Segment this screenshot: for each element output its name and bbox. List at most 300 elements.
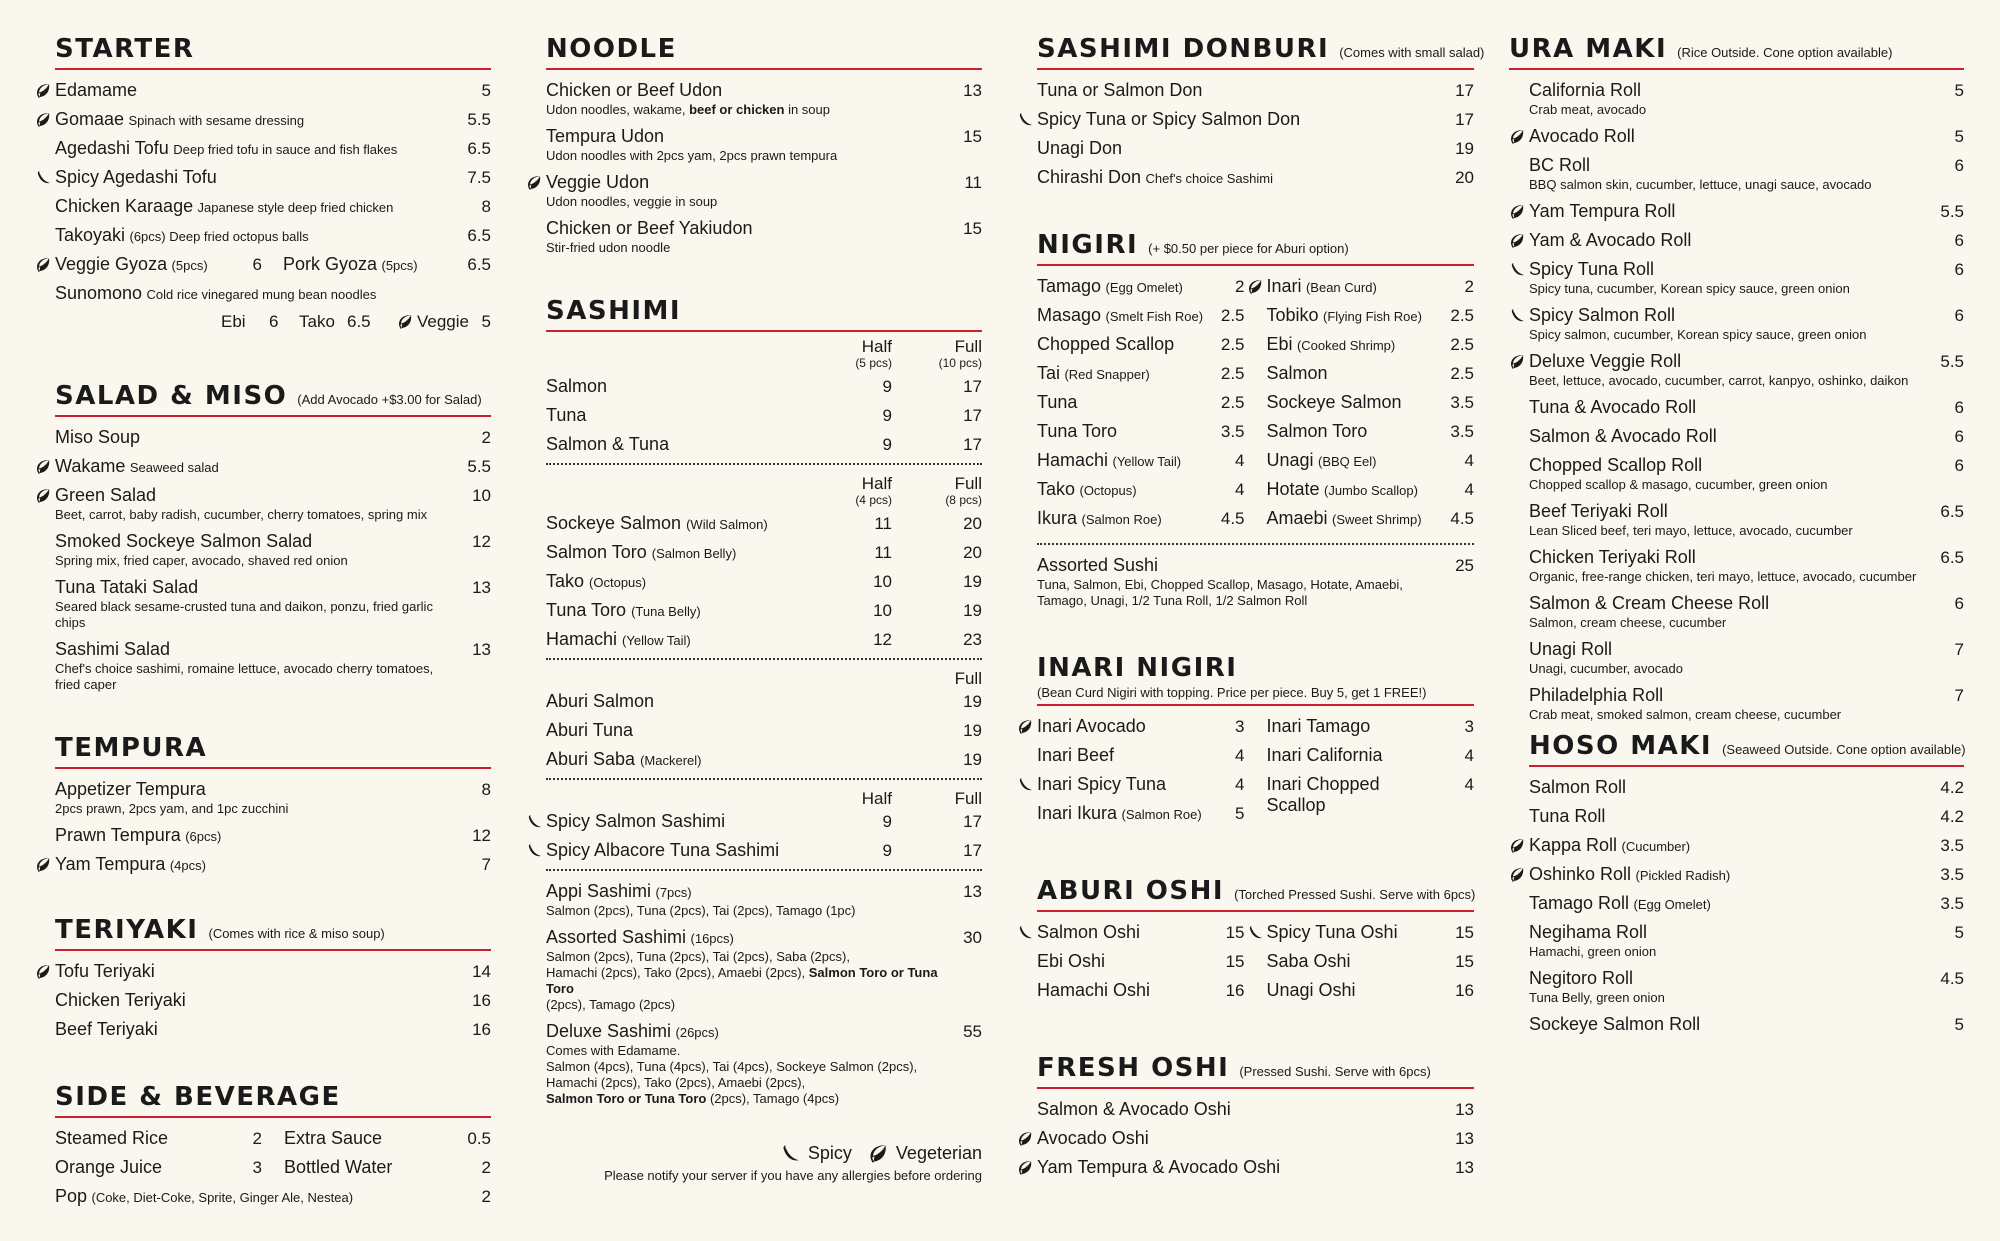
item-label bbox=[1037, 922, 1140, 943]
item-row bbox=[1529, 126, 1964, 147]
item-row bbox=[1037, 951, 1245, 972]
half-price: 10 bbox=[873, 601, 892, 620]
header-label: Full bbox=[954, 669, 982, 688]
item-label bbox=[546, 840, 802, 861]
item-row bbox=[55, 427, 491, 448]
assorted-sashimi bbox=[546, 927, 982, 1013]
item-label bbox=[1267, 951, 1351, 972]
item-row bbox=[1529, 501, 1964, 522]
item-row bbox=[1037, 1099, 1474, 1120]
item-price: 2 bbox=[481, 1187, 491, 1206]
desc-bold: Salmon Toro or Tuna Toro bbox=[546, 1091, 707, 1106]
item-note: (6pcs) Deep fried octopus balls bbox=[129, 229, 309, 244]
item-label bbox=[1037, 951, 1105, 972]
fresh-list bbox=[1037, 1099, 1474, 1178]
chili-icon bbox=[780, 1144, 800, 1164]
item-price: 8 bbox=[481, 197, 491, 216]
item-label bbox=[1529, 426, 1717, 447]
pop-item bbox=[55, 1186, 491, 1207]
item-price: 16 bbox=[472, 991, 491, 1010]
header-label: Half bbox=[861, 337, 892, 356]
item-row bbox=[55, 80, 491, 101]
menu-item bbox=[1529, 426, 1964, 447]
item-label bbox=[546, 720, 892, 741]
menu-item bbox=[55, 854, 491, 875]
item-price: 2.5 bbox=[1220, 335, 1245, 354]
item-label bbox=[55, 427, 140, 448]
item-price: 5 bbox=[1954, 81, 1964, 100]
item-price: 4 bbox=[1464, 451, 1474, 470]
item-price: 2.5 bbox=[1220, 364, 1245, 383]
item-desc: 2pcs prawn, 2pcs yam, and 1pc zucchini bbox=[55, 801, 289, 816]
side-item bbox=[55, 1128, 262, 1149]
item-price: 0.5 bbox=[467, 1129, 491, 1148]
item-price: 12 bbox=[472, 826, 491, 845]
item-note: (Smelt Fish Roe) bbox=[1105, 309, 1204, 324]
menu-item bbox=[1267, 951, 1475, 972]
section-header bbox=[55, 381, 491, 417]
item-desc: Salmon, cream cheese, cucumber bbox=[1529, 615, 1727, 630]
item-row bbox=[55, 196, 491, 217]
item-label bbox=[546, 749, 892, 770]
item-row bbox=[546, 218, 982, 239]
item-name: Tuna bbox=[546, 405, 587, 425]
item-row bbox=[1267, 450, 1475, 471]
item-price: 3.5 bbox=[1450, 422, 1474, 441]
leaf-icon bbox=[35, 857, 51, 873]
item-row bbox=[1267, 392, 1475, 413]
item-name: Wakame bbox=[55, 456, 126, 476]
item-row bbox=[55, 109, 491, 130]
chili-icon bbox=[526, 843, 542, 859]
item-note: (Mackerel) bbox=[640, 753, 702, 768]
item-label bbox=[1529, 80, 1641, 101]
side-item bbox=[55, 1157, 262, 1178]
section-title: SASHIMI DONBURI bbox=[1037, 34, 1330, 64]
item-name: Chirashi Don bbox=[1037, 167, 1142, 187]
sashimi-item bbox=[546, 720, 982, 741]
item-label bbox=[1529, 351, 1681, 372]
item-note: (Pickled Radish) bbox=[1635, 868, 1731, 883]
header-label: Full bbox=[954, 337, 982, 356]
noodle-section bbox=[546, 34, 982, 256]
item-name: Tuna Tataki Salad bbox=[55, 577, 199, 597]
item-label bbox=[1529, 305, 1675, 326]
full-price: 20 bbox=[963, 543, 982, 562]
inari-right bbox=[1267, 716, 1475, 832]
item-name: Salmon bbox=[1266, 363, 1328, 383]
starter-section bbox=[55, 34, 491, 333]
inari-left bbox=[1037, 716, 1245, 832]
menu-column-1 bbox=[55, 34, 491, 1241]
item-note: Japanese style deep fried chicken bbox=[197, 200, 394, 215]
full-price: 19 bbox=[963, 750, 982, 769]
item-price: 5 bbox=[1954, 127, 1964, 146]
item-label bbox=[1037, 109, 1300, 130]
item-row bbox=[1037, 803, 1245, 824]
menu-item bbox=[1037, 745, 1245, 766]
item-price: 6 bbox=[1954, 231, 1964, 250]
item-note: (Salmon Belly) bbox=[651, 546, 737, 561]
item-price: 3 bbox=[252, 1158, 262, 1177]
item-label bbox=[1037, 138, 1122, 159]
item-price: 16 bbox=[1455, 981, 1474, 1000]
item-row bbox=[1037, 334, 1245, 355]
item-label bbox=[1037, 479, 1137, 500]
item-desc: Tuna Belly, green onion bbox=[1529, 990, 1665, 1005]
item-desc: Beet, carrot, baby radish, cucumber, cherry tomatoes, spring mix bbox=[55, 507, 428, 522]
header-label: Full bbox=[954, 474, 982, 493]
item-price: 4 bbox=[1464, 480, 1474, 499]
sashimi-item bbox=[546, 840, 982, 861]
item-row bbox=[1037, 305, 1245, 326]
menu-item bbox=[55, 639, 491, 693]
item-price: 6.5 bbox=[467, 226, 491, 245]
fresh-section bbox=[1037, 1053, 1474, 1178]
item-price: 4 bbox=[1464, 746, 1474, 765]
item-label bbox=[1529, 777, 1626, 798]
item-name: Tuna Roll bbox=[1529, 806, 1606, 826]
item-price: 6.5 bbox=[1940, 548, 1964, 567]
item-label bbox=[1037, 421, 1117, 442]
sunomono-tako: Tako bbox=[299, 312, 335, 331]
item-note: (Yellow Tail) bbox=[622, 633, 691, 648]
desc-text: Hamachi (2pcs), Tako (2pcs), Amaebi (2pcs), bbox=[546, 965, 809, 980]
menu-item bbox=[1529, 806, 1964, 827]
item-note: (Yellow Tail) bbox=[1112, 454, 1182, 469]
aburi-right bbox=[1267, 922, 1475, 1009]
menu-item bbox=[55, 80, 491, 101]
item-row bbox=[1529, 864, 1964, 885]
section-title: INARI NIGIRI bbox=[1037, 653, 1238, 683]
item-price: 6 bbox=[1954, 398, 1964, 417]
item-price: 3.5 bbox=[1940, 865, 1964, 884]
section-header bbox=[1037, 34, 1485, 70]
section-header bbox=[55, 915, 491, 951]
item-price: 4.5 bbox=[1450, 509, 1474, 528]
menu-item bbox=[1037, 1157, 1474, 1178]
item-price: 3.5 bbox=[1220, 422, 1245, 441]
item-note: (Cucumber) bbox=[1621, 839, 1691, 854]
item-label bbox=[1267, 922, 1398, 943]
item-name: Unagi bbox=[1266, 450, 1314, 470]
item-desc: Spicy tuna, cucumber, Korean spicy sauce, green onion bbox=[1529, 281, 1850, 296]
menu-item bbox=[1267, 334, 1475, 355]
item-label bbox=[1529, 864, 1730, 885]
donburi-list bbox=[1037, 80, 1474, 188]
desc-line: Hamachi (2pcs), Tako (2pcs), Amaebi (2pcs), bbox=[546, 1075, 806, 1090]
item-note: (Bean Curd) bbox=[1305, 280, 1377, 295]
item-note: (BBQ Eel) bbox=[1317, 454, 1377, 469]
item-label bbox=[1267, 392, 1402, 413]
item-name: Spicy Agedashi Tofu bbox=[55, 167, 217, 187]
item-name: Salmon Toro bbox=[1266, 421, 1368, 441]
salad-list bbox=[55, 427, 491, 693]
item-label bbox=[55, 825, 221, 846]
item-name: Miso Soup bbox=[55, 427, 141, 447]
item-price: 6.5 bbox=[467, 139, 491, 158]
item-price: 16 bbox=[1225, 981, 1245, 1000]
item-name: Spicy Albacore Tuna Sashimi bbox=[546, 840, 780, 860]
item-name: Veggie Gyoza bbox=[55, 254, 168, 274]
full-price: 23 bbox=[963, 630, 982, 649]
item-name: Pop bbox=[55, 1186, 88, 1206]
chili-icon bbox=[1017, 925, 1033, 941]
item-name: Pork Gyoza bbox=[283, 254, 378, 274]
menu-item bbox=[1037, 334, 1245, 355]
leaf-icon bbox=[397, 314, 417, 335]
noodle-list bbox=[546, 80, 982, 256]
item-label bbox=[55, 167, 217, 188]
price-header bbox=[546, 338, 982, 372]
header-label: Half bbox=[861, 474, 892, 493]
leaf-icon bbox=[35, 459, 51, 475]
side-row bbox=[55, 1128, 491, 1149]
item-row bbox=[1529, 593, 1964, 614]
menu-item bbox=[1267, 716, 1475, 737]
sashimi-item bbox=[546, 811, 982, 832]
item-label bbox=[1037, 167, 1273, 188]
menu-item bbox=[1529, 639, 1964, 677]
aburi-grid bbox=[1037, 922, 1474, 1009]
item-price: 6 bbox=[1954, 456, 1964, 475]
item-price: 5.5 bbox=[467, 457, 491, 476]
menu-item bbox=[1037, 716, 1245, 737]
item-note: (Salmon Roe) bbox=[1121, 807, 1202, 822]
item-row bbox=[1267, 774, 1475, 816]
item-price: 6 bbox=[1954, 427, 1964, 446]
item-name: Hotate bbox=[1266, 479, 1320, 499]
legend-spicy bbox=[780, 1143, 852, 1164]
item-row bbox=[1037, 167, 1474, 188]
item-name: Tako bbox=[546, 571, 585, 591]
item-row bbox=[1037, 276, 1245, 297]
menu-item bbox=[1529, 259, 1964, 297]
leaf-icon bbox=[526, 175, 542, 191]
sashimi-group-4 bbox=[546, 790, 982, 861]
half-price: 9 bbox=[882, 406, 892, 425]
section-note: (Seaweed Outside. Cone option available) bbox=[1722, 742, 1966, 757]
item-row bbox=[546, 126, 982, 147]
menu-item bbox=[1267, 450, 1475, 471]
item-desc: Seared black sesame-crusted tuna and daikon, ponzu, fried garlic chips bbox=[55, 599, 433, 630]
half-price: 11 bbox=[874, 543, 892, 562]
item-row bbox=[1267, 922, 1475, 943]
item-row bbox=[55, 167, 491, 188]
leaf-icon bbox=[35, 488, 51, 504]
item-name: Beef Teriyaki bbox=[55, 1019, 158, 1039]
item-price: 2 bbox=[481, 428, 491, 447]
menu-item bbox=[55, 779, 491, 817]
sashimi-item bbox=[546, 629, 982, 650]
section-header bbox=[1529, 731, 1964, 767]
menu-column-2 bbox=[546, 34, 982, 1217]
item-note: (Coke, Diet-Coke, Sprite, Ginger Ale, Nestea) bbox=[91, 1190, 354, 1205]
sashimi-group-2 bbox=[546, 475, 982, 650]
item-label bbox=[55, 138, 397, 159]
item-name: Philadelphia Roll bbox=[1529, 685, 1664, 705]
item-price: 4 bbox=[1235, 775, 1245, 794]
item-row bbox=[1037, 1128, 1474, 1149]
item-row bbox=[1037, 716, 1245, 737]
item-note: Chef's choice Sashimi bbox=[1145, 171, 1273, 186]
menu-item bbox=[55, 167, 491, 188]
leaf-icon bbox=[1247, 279, 1263, 295]
item-note: (6pcs) bbox=[185, 829, 222, 844]
menu-item bbox=[1037, 363, 1245, 384]
menu-item bbox=[1037, 80, 1474, 101]
inari-section bbox=[1037, 653, 1474, 832]
menu-item bbox=[1037, 1099, 1474, 1120]
section-title: SALAD & MISO bbox=[55, 381, 288, 411]
leaf-icon bbox=[35, 257, 51, 273]
item-price: 6 bbox=[252, 255, 262, 274]
item-name: Inari Spicy Tuna bbox=[1037, 774, 1167, 794]
item-note: (5pcs) bbox=[171, 258, 208, 273]
item-name: Yam Tempura & Avocado Oshi bbox=[1037, 1157, 1281, 1177]
item-label bbox=[55, 456, 219, 477]
item-name: Inari Avocado bbox=[1037, 716, 1146, 736]
item-price: 3.5 bbox=[1450, 393, 1474, 412]
menu-item bbox=[546, 172, 982, 210]
full-price: 17 bbox=[963, 812, 982, 831]
item-row bbox=[1529, 259, 1964, 280]
section-header bbox=[1037, 230, 1474, 266]
item-note: (4pcs) bbox=[169, 858, 206, 873]
item-desc: BBQ salmon skin, cucumber, lettuce, unagi sauce, avocado bbox=[1529, 177, 1872, 192]
item-desc: Chopped scallop & masago, cucumber, green onion bbox=[1529, 477, 1828, 492]
menu-column-3 bbox=[1037, 34, 1485, 1212]
item-note: (Cooked Shrimp) bbox=[1296, 338, 1396, 353]
desc-text: in soup bbox=[784, 102, 831, 117]
item-desc bbox=[546, 102, 982, 118]
item-name: Salmon & Avocado Roll bbox=[1529, 426, 1717, 446]
item-name: Ebi bbox=[1266, 334, 1293, 354]
desc-line: Salmon (4pcs), Tuna (4pcs), Tai (4pcs), Sockeye Salmon (2pcs), bbox=[546, 1059, 918, 1074]
item-row bbox=[55, 531, 491, 552]
item-note: (Salmon Roe) bbox=[1081, 512, 1162, 527]
chili-icon bbox=[1247, 925, 1263, 941]
item-label bbox=[55, 1019, 158, 1040]
item-price: 5 bbox=[1235, 804, 1245, 823]
full-header bbox=[892, 338, 982, 372]
item-label bbox=[1037, 508, 1162, 529]
item-row bbox=[1267, 479, 1475, 500]
item-name: BC Roll bbox=[1529, 155, 1591, 175]
item-row bbox=[1037, 363, 1245, 384]
item-row bbox=[1529, 835, 1964, 856]
teriyaki-section bbox=[55, 915, 491, 1040]
item-price: 5 bbox=[1954, 1015, 1964, 1034]
menu-item bbox=[1037, 109, 1474, 130]
item-price: 2 bbox=[481, 1158, 491, 1177]
item-name: Tamago bbox=[1037, 276, 1102, 296]
assorted-sushi bbox=[1037, 555, 1474, 609]
item-label bbox=[1267, 450, 1377, 471]
item-name: Avocado Roll bbox=[1529, 126, 1635, 146]
item-row bbox=[1267, 334, 1475, 355]
desc-line: Comes with Edamame. bbox=[546, 1043, 681, 1058]
menu-item bbox=[1267, 276, 1475, 297]
item-price: 12 bbox=[472, 532, 491, 551]
sashimi-item bbox=[546, 513, 982, 534]
item-name: Tako bbox=[1037, 479, 1076, 499]
item-price: 13 bbox=[963, 882, 982, 901]
deluxe-sashimi bbox=[546, 1021, 982, 1107]
menu-item bbox=[546, 126, 982, 164]
item-name: Unagi Oshi bbox=[1266, 980, 1356, 1000]
ura-list bbox=[1509, 80, 1964, 723]
item-row bbox=[1529, 893, 1964, 914]
item-label bbox=[55, 854, 206, 875]
section-note: (Torched Pressed Sushi. Serve with 6pcs) bbox=[1234, 887, 1476, 902]
item-note: Seaweed salad bbox=[129, 460, 219, 475]
leaf-icon bbox=[1017, 1160, 1033, 1176]
item-row bbox=[1037, 138, 1474, 159]
item-name: Green Salad bbox=[55, 485, 157, 505]
item-name: Hamachi Oshi bbox=[1037, 980, 1151, 1000]
menu-item bbox=[1037, 951, 1245, 972]
menu-item bbox=[1529, 685, 1964, 723]
menu-column-4 bbox=[1509, 34, 1964, 1069]
item-note: (7pcs) bbox=[655, 885, 692, 900]
item-label bbox=[546, 542, 802, 563]
item-name: Extra Sauce bbox=[284, 1128, 383, 1148]
item-price: 4.2 bbox=[1940, 807, 1964, 826]
gyoza-row bbox=[55, 254, 491, 275]
item-price: 15 bbox=[1225, 952, 1245, 971]
item-name: Sashimi Salad bbox=[55, 639, 171, 659]
item-price: 7 bbox=[1954, 686, 1964, 705]
item-label bbox=[1529, 201, 1675, 222]
half-price: 9 bbox=[882, 812, 892, 831]
item-name: Tamago Roll bbox=[1529, 893, 1630, 913]
desc-line bbox=[546, 1091, 942, 1107]
item-price: 15 bbox=[963, 127, 982, 146]
section-header bbox=[1037, 876, 1474, 912]
half-price: 9 bbox=[882, 841, 892, 860]
aburi-section bbox=[1037, 876, 1474, 1009]
item-label bbox=[1529, 1014, 1700, 1035]
item-price: 30 bbox=[963, 928, 982, 947]
menu-item bbox=[1267, 774, 1475, 816]
menu-item bbox=[1267, 421, 1475, 442]
desc-bold: Salmon Toro or Tuna Toro bbox=[546, 965, 938, 996]
item-name: Inari Chopped Scallop bbox=[1266, 774, 1380, 815]
menu-item bbox=[1037, 392, 1245, 413]
item-row bbox=[546, 172, 982, 193]
item-name: California Roll bbox=[1529, 80, 1642, 100]
full-header bbox=[892, 475, 982, 509]
item-desc: Tuna, Salmon, Ebi, Chopped Scallop, Masago, Hotate, Amaebi, Tamago, Unagi, 1/2 Tuna Roll, 1/2 Salmon Roll bbox=[1037, 577, 1403, 608]
item-price: 17 bbox=[1455, 110, 1474, 129]
item-price: 2 bbox=[1464, 277, 1474, 296]
divider bbox=[1037, 543, 1474, 545]
item-name: Salmon & Cream Cheese Roll bbox=[1529, 593, 1770, 613]
item-name: Ikura bbox=[1037, 508, 1078, 528]
half-price: 10 bbox=[873, 572, 892, 591]
item-row bbox=[1037, 508, 1245, 529]
item-label bbox=[1529, 455, 1702, 476]
item-name: Tuna bbox=[1037, 392, 1078, 412]
item-price: 7.5 bbox=[467, 168, 491, 187]
section-title: SASHIMI bbox=[546, 296, 682, 326]
section-note: (+ $0.50 per piece for Aburi option) bbox=[1148, 241, 1349, 256]
menu-item bbox=[55, 138, 491, 159]
item-price: 3.5 bbox=[1940, 836, 1964, 855]
item-price: 3 bbox=[1464, 717, 1474, 736]
full-price: 19 bbox=[963, 692, 982, 711]
